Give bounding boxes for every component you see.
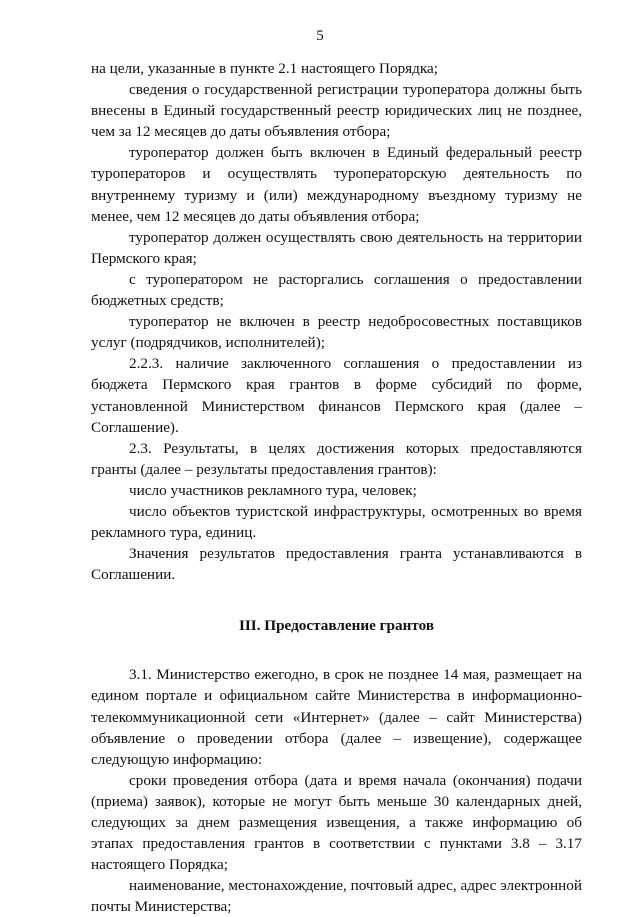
paragraph: туроператор должен осуществлять свою деятельность на территории Пермского края; [91, 228, 582, 267]
paragraph: туроператор должен быть включен в Единый федеральный реестр туроператоров и осуществлять туроператорскую деятельность по внутреннему туризму и (или) международному въездному туризму не менее, чем 12 месяцев до даты объявления отбора; [91, 144, 582, 225]
paragraph: 2.3. Результаты, в целях достижения которых предоставляются гранты (далее – результаты предоставления грантов): [91, 439, 582, 478]
paragraph: число участников рекламного тура, человек; [129, 481, 417, 499]
paragraph: Значения результатов предоставления гранта устанавливаются в Соглашении. [91, 545, 582, 584]
paragraph: число объектов туристской инфраструктуры, осмотренных во время рекламного тура, единиц. [91, 502, 582, 542]
paragraph: 2.2.3. наличие заключенного соглашения о предоставлении из бюджета Пермского края грантов в форме субсидий по форме, установленной Министерством финансов Пермского края (далее – Соглашение). [91, 355, 582, 436]
section-ii-continued [91, 58, 582, 585]
paragraph: 3.1. Министерство ежегодно, в срок не позднее 14 мая, размещает на едином портале и официальном сайте Министерства в информационно-телекоммуникационной сети «Интернет» (далее – сайт Министерства) объявление о проведении отбора (далее – извещение), содержащее следующую информацию: [91, 666, 582, 768]
paragraph: с туроператором не расторгались соглашения о предоставлении бюджетных средств; [91, 270, 582, 310]
section-iii [91, 664, 582, 917]
paragraph: сроки проведения отбора (дата и время начала (окончания) подачи (приема) заявок), которые не могут быть меньше 30 календарных дней, следующих за днем размещения извещения, а также информацию об этапах предоставления грантов в соответствии с пунктами 3.8 – 3.17 настоящего Порядка; [91, 771, 582, 874]
document-body [91, 58, 582, 917]
paragraph: сведения о государственной регистрации туроператора должны быть внесены в Единый государственный реестр юридических лиц не позднее, чем за 12 месяцев до даты объявления отбора; [91, 81, 582, 141]
paragraph: на цели, указанные в пункте 2.1 настоящего Порядка; [91, 60, 438, 77]
section-heading: III. Предоставление грантов [238, 617, 435, 635]
page-number: 5 [316, 28, 324, 44]
paragraph: туроператор не включен в реестр недобросовестных поставщиков услуг (подрядчиков, исполнителей); [91, 313, 582, 352]
paragraph: наименование, местонахождение, почтовый адрес, адрес электронной почты Министерства; [91, 877, 582, 916]
